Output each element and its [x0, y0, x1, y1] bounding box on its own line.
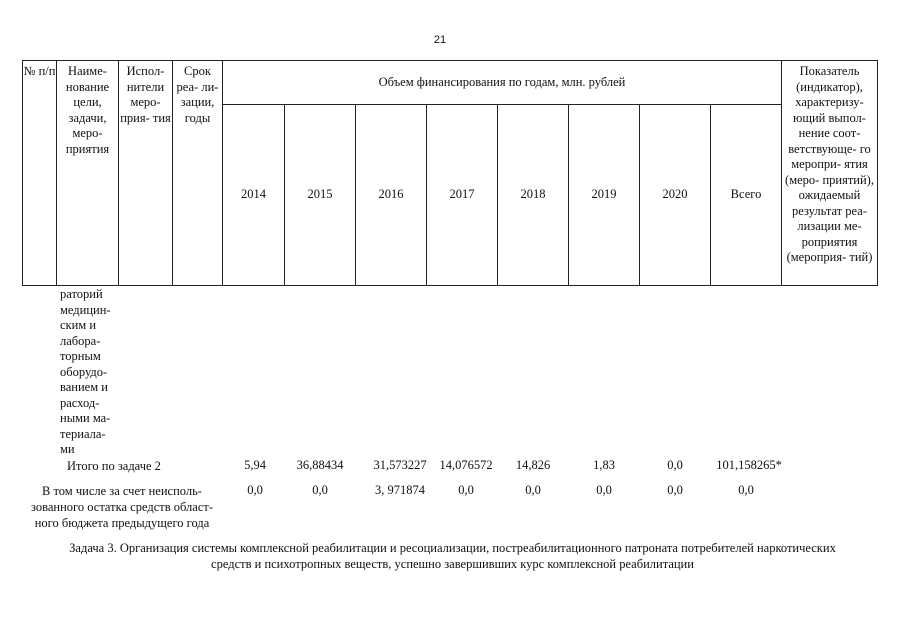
total-2014: 5,94: [244, 458, 266, 472]
continued-activity-name: [60, 287, 120, 458]
subtotal-2016: 3, 971874: [375, 483, 425, 497]
header-term: Срок реа- ли- зации, годы: [173, 61, 223, 286]
continued-line: расход-: [60, 395, 100, 410]
header-indicator: Показатель (индикатор), характеризу- ющий выпол- нение соот- ветствующе- го меропри- ятия (меро- приятий), ожидаемый результат реа- лизации ме- роприятия (мероприя- тий): [782, 61, 878, 286]
header-funding: Объем финансирования по годам, млн. рублей: [223, 61, 782, 105]
page-number: 21: [433, 34, 447, 46]
subtotal-row-label: [22, 483, 222, 531]
header-year-2016: 2016: [356, 105, 427, 286]
header-total: Всего: [711, 105, 782, 286]
continued-line: торным: [60, 349, 101, 363]
subtotal-label-line: зованного остатка средств област-: [30, 500, 214, 514]
task3-line: Задача 3. Организация системы комплексной реабилитации и ресоциализации, постреабилитационного патроната потребителей наркотических: [69, 541, 836, 555]
subtotal-2015: 0,0: [312, 483, 328, 497]
subtotal-all: 0,0: [738, 483, 754, 497]
continued-line: ми: [60, 442, 75, 456]
subtotal-2017: 0,0: [458, 483, 474, 497]
total-2015: 36,88434: [296, 458, 344, 472]
header-year-2017: 2017: [427, 105, 498, 286]
continued-line: медицин-: [60, 302, 111, 317]
subtotal-2019: 0,0: [596, 483, 612, 497]
header-year-2014: 2014: [223, 105, 285, 286]
header-year-2019: 2019: [569, 105, 640, 286]
subtotal-label-line: В том числе за счет неисполь-: [42, 484, 202, 498]
header-executors: Испол- нители меро- прия- тия: [119, 61, 173, 286]
continued-line: териала-: [60, 426, 106, 441]
header-name: Наиме- нование цели, задачи, меро- приятия: [57, 61, 119, 286]
total-2019: 1,83: [593, 458, 615, 472]
continued-line: оборудо-: [60, 364, 108, 379]
subtotal-2018: 0,0: [525, 483, 541, 497]
header-year-2020: 2020: [640, 105, 711, 286]
total-all: 101,158265*: [716, 458, 782, 472]
continued-line: лабора-: [60, 333, 101, 348]
financing-table-header: [22, 60, 878, 286]
continued-line: ванием и: [60, 380, 108, 394]
total-2017: 14,076572: [439, 458, 493, 472]
continued-line: ными ма-: [60, 411, 111, 425]
subtotal-2020: 0,0: [667, 483, 683, 497]
header-year-2015: 2015: [285, 105, 356, 286]
task3-line: средств и психотропных веществ, успешно завершивших курс комплексной реабилитации: [211, 557, 694, 571]
continued-line: ским и: [60, 318, 97, 332]
total-2016: 31,573227: [373, 458, 427, 472]
subtotal-label-line: ного бюджета предыдущего года: [34, 516, 210, 530]
header-number: № п/п: [23, 61, 57, 286]
total-2018: 14,826: [515, 458, 551, 472]
task3-heading: [20, 540, 885, 572]
header-year-2018: 2018: [498, 105, 569, 286]
subtotal-2014: 0,0: [247, 483, 263, 497]
total-row-label: Итого по задаче 2: [67, 459, 161, 473]
continued-line: раторий: [60, 287, 103, 301]
total-2020: 0,0: [667, 458, 683, 472]
